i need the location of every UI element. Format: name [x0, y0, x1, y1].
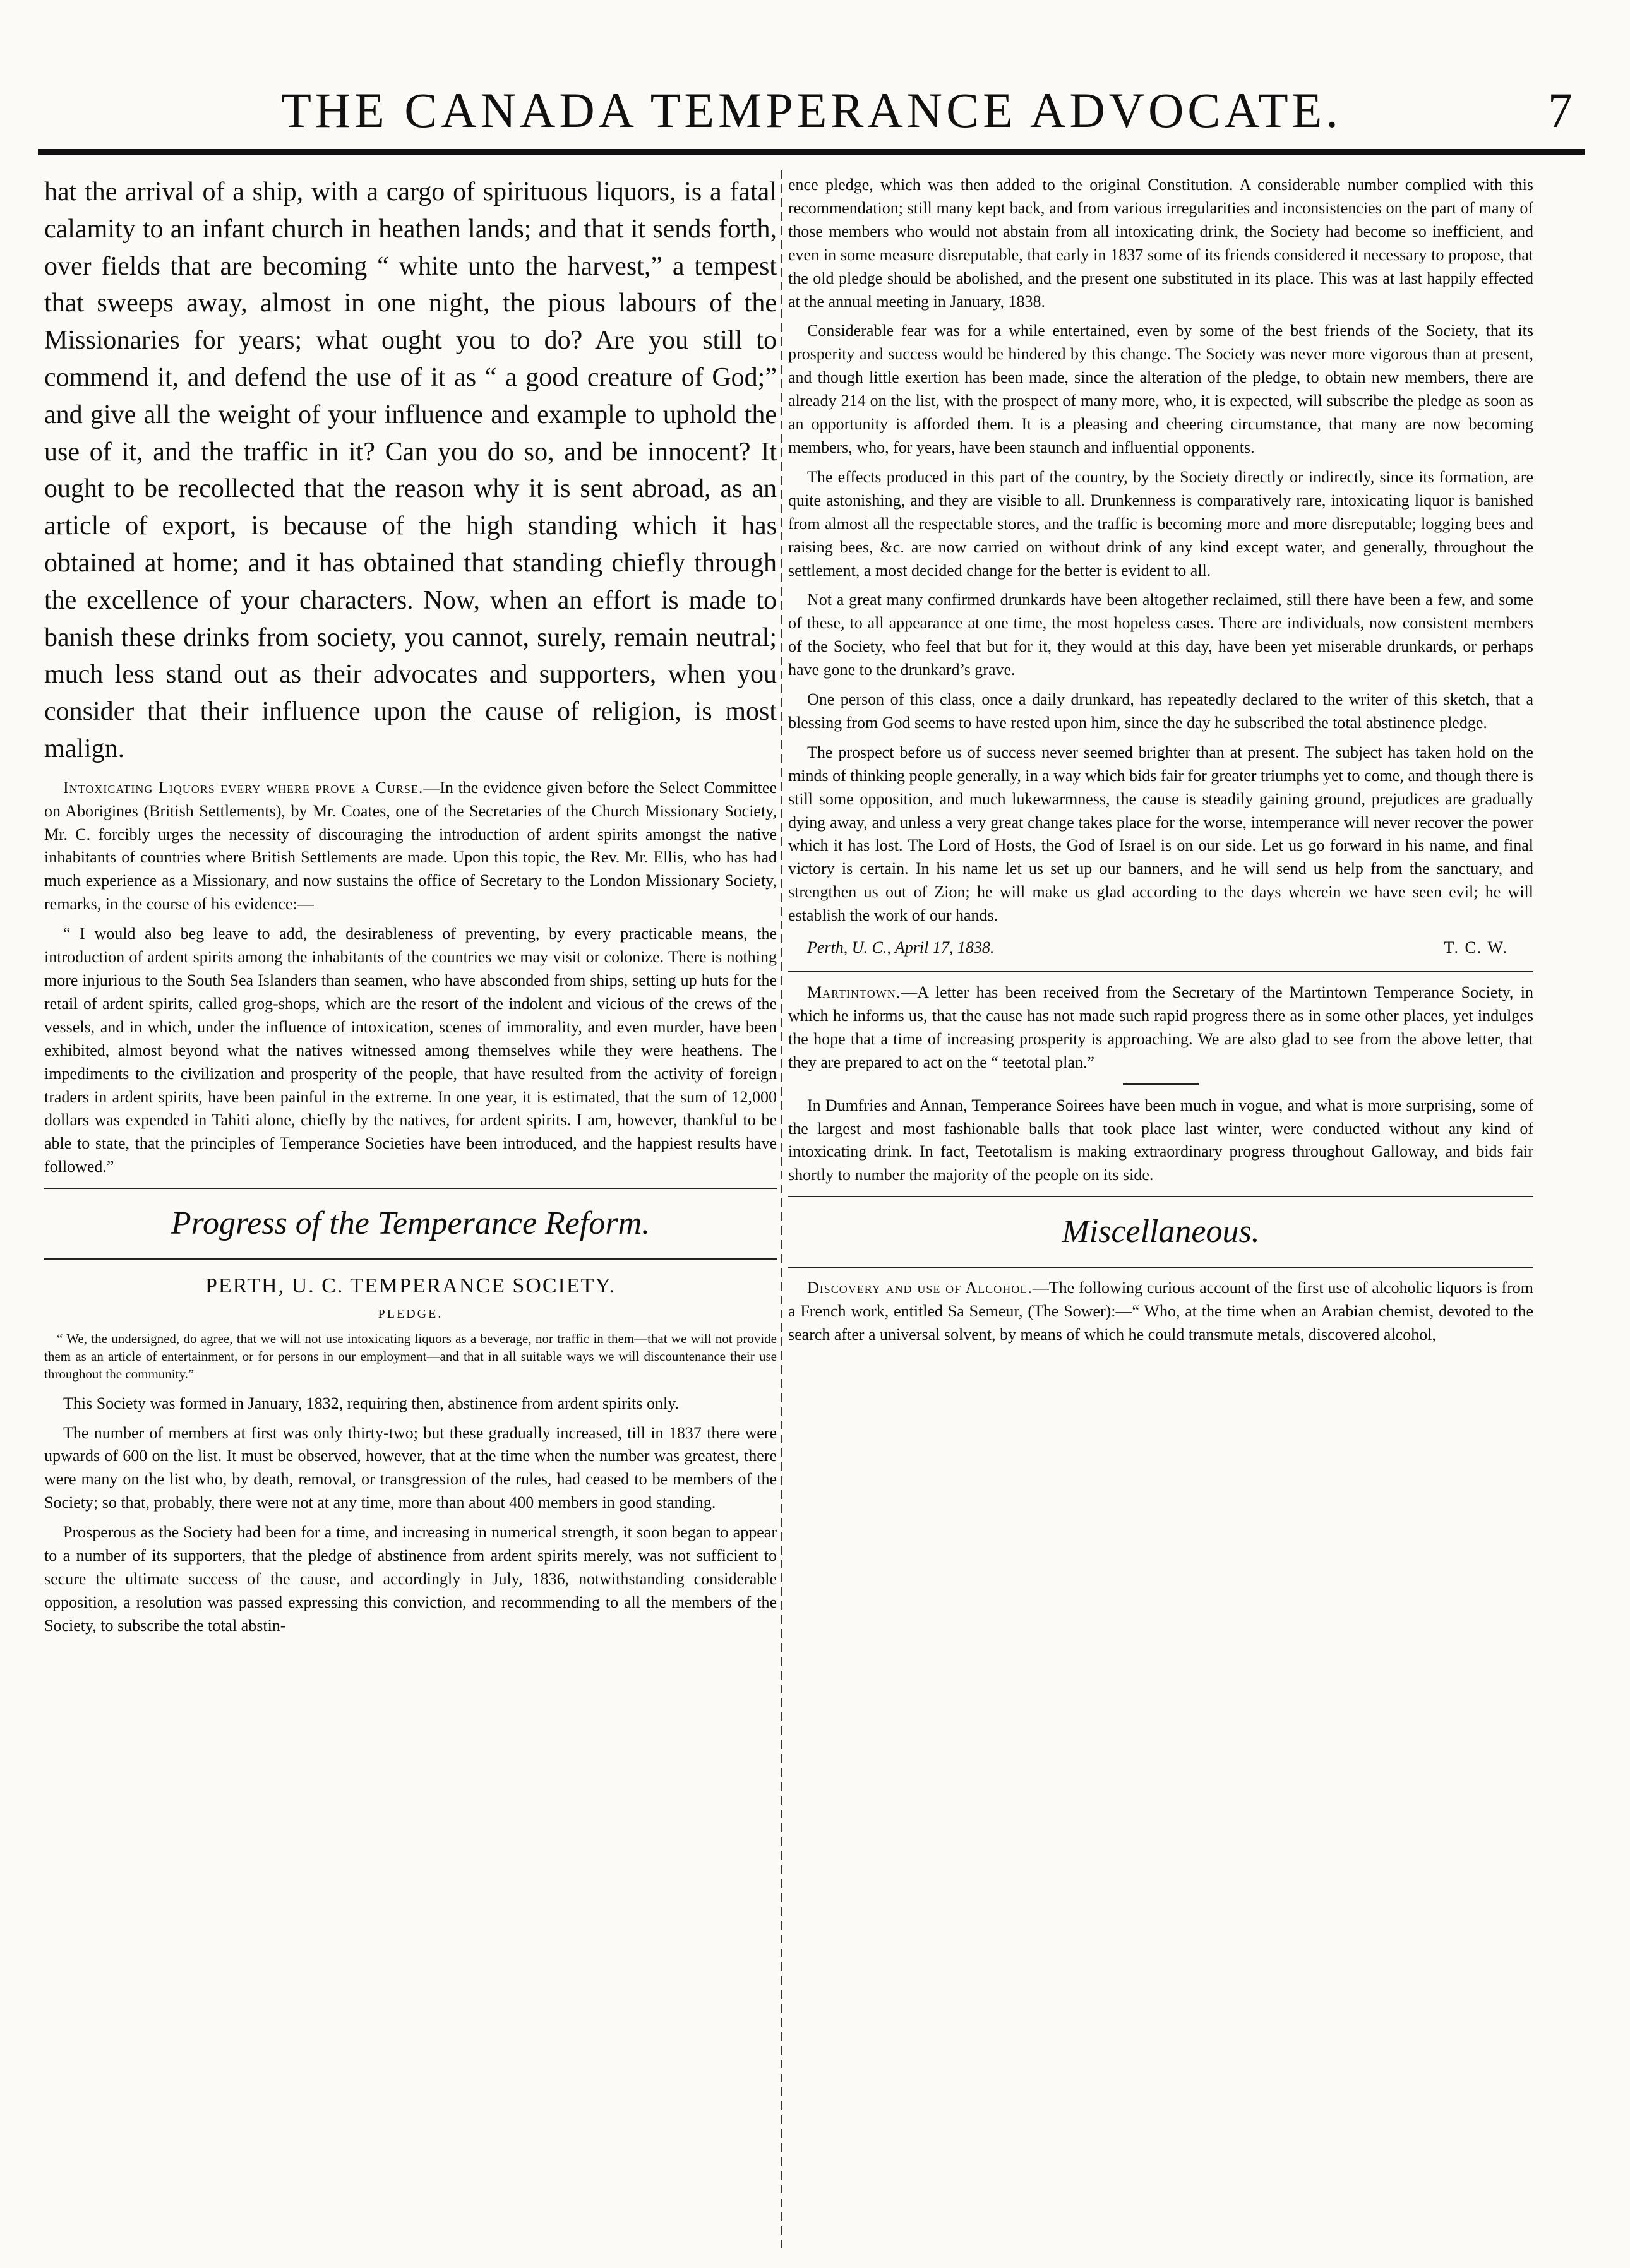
newspaper-title: THE CANADA TEMPERANCE ADVOCATE.	[281, 83, 1342, 138]
section-rule	[44, 1258, 777, 1260]
paragraph-fear: Considerable fear was for a while entertained, even by some of the best friends of the Society, that its prosperity and success would be hindered by this change. The Society was never more vigorous than at present, and though little exertion has been made, since the alteration of the pledge, to obtain new members, there are already 214 on the list, with the prospect of many more, who, it is expected, will subscribe the pledge as soon as an opportunity is afforded them. It is a pleasing and cheering circumstance, that many are now becoming members, who, for years, have been staunch and influential opponents.	[788, 321, 1533, 457]
martintown-heading: Martintown.	[807, 983, 901, 1001]
signature-initials: T. C. W.	[1444, 938, 1508, 957]
header-rule	[38, 149, 1585, 155]
paragraph-prospect: The prospect before us of success never seemed brighter than at present. The subject has taken hold on the minds of thinking people generally, in a way which bids fair for greater triumphs yet to come, and though there is still some opposition, and much lukewarmness, the cause is steadily gaining ground, prejudices are gradually dying away, and unless a very great change takes place for the worse, intemperance will never recover the power which it has lost. The Lord of Hosts, the God of Israel is on our side. Let us go forward in his name, and final victory is certain. In his name let us set up our banners, and he will send us help from the sanctuary, and strengthen us out of Zion; he will make us glad according to the days wherein we have seen evil; he will establish the work of our hands.	[788, 743, 1533, 925]
intoxicating-body: —In the evidence given before the Select Committee on Aborigines (British Settlements), by Mr. Coates, one of the Secretaries of the Church Missionary Society, Mr. C. forcibly urges the necessity of discouraging the introduction of ardent spirits amongst the native inhabitants of countries where British Settlements are made. Upon this topic, the Rev. Mr. Ellis, who has had much experience as a Missionary, and now sustains the office of Secretary to the London Missionary Society, remarks, in the course of his evidence:—	[44, 778, 777, 914]
paragraph-members: The number of members at first was only thirty-two; but these gradually increased, till in 1837 there were upwards of 600 on the list. It must be observed, however, that at the time when the number was greatest, there were many on the list who, by death, removal, or transgression of the rules, had ceased to be members of the Society; so that, probably, there were not at any time, more than about 400 members in good standing.	[44, 1423, 777, 1512]
section-rule	[788, 971, 1533, 972]
paragraph-continued: ence pledge, which was then added to the original Constitution. A considerable number complied with this recommendation; still many kept back, and from various irregularities and inconsistencies on the part of many of those members who would not abstain from all intoxicating drink, the Society had become so inefficient, and even in some measure disreputable, that early in 1837 some of its friends considered it necessary to propose, that the old pledge should be abolished, and the present one substituted in its place. This was at last happily effected at the annual meeting in January, 1838.	[788, 176, 1533, 311]
short-rule	[1123, 1083, 1199, 1085]
page-header	[38, 76, 1585, 145]
paragraph-drunkards: Not a great many confirmed drunkards have been altogether reclaimed, still there have been a few, and some of these, to all appearance at one time, the most hopeless cases. There are individuals, now consistent members of the Society, who feel that but for it, they would at this day, have been yet miserable drunkards, or perhaps have gone to the drunkard’s grave.	[788, 590, 1533, 679]
lead-paragraph: hat the arrival of a ship, with a cargo of spirituous liquors, is a fatal calamity to an infant church in heathen lands; and that it sends forth, over fields that are becoming “ white unto the harvest,” a tempest that sweeps away, almost in one night, the pious labours of the Missionaries for years; what ought you to do? Are you still to commend it, and defend the use of it as “ a good creature of God;” and give all the weight of your influence and example to uphold the use of it, and the traffic in it? Can you do so, and be innocent? It ought to be recollected that the reason why it is sent abroad, as an article of export, is because of the high standing which it has obtained at home; and it has obtained that standing chiefly through the excellence of your characters. Now, when an effort is made to banish these drinks from society, you cannot, surely, remain neutral; much less stand out as their advocates and supporters, when you consider that their influence upon the cause of religion, is most malign.	[44, 177, 777, 763]
dumfries-paragraph: In Dumfries and Annan, Temperance Soirees have been much in vogue, and what is more surprising, some of the largest and most fashionable balls that took place last winter, were conducted without any kind of intoxicating drink. In fact, Teetotalism is making extraordinary progress throughout Galloway, and bids fair shortly to number the majority of the people on its side.	[788, 1095, 1533, 1185]
discovery-body: —The following curious account of the first use of alcoholic liquors is from a French work, entitled Sa Semeur, (The Sower):—“ Who, at the time when an Arabian chemist, devoted to the search after a universal solvent, by means of which he could transmute metals, discovered alcohol,	[788, 1279, 1533, 1344]
section-rule	[788, 1196, 1533, 1197]
right-column	[788, 174, 1533, 1353]
paragraph-formed: This Society was formed in January, 1832, requiring then, abstinence from ardent spirits only.	[63, 1394, 680, 1412]
miscellaneous-section-title: Miscellaneous.	[1062, 1214, 1260, 1250]
signature-place-date: Perth, U. C., April 17, 1838.	[807, 938, 995, 957]
martintown-body: —A letter has been received from the Secretary of the Martintown Temperance Society, in which he informs us, that the cause has not made such rapid progress there as in some other places, yet indulges the hope that a time of increasing prosperity is approaching. We are also glad to see from the above letter, that they are prepared to act on the “ teetotal plan.”	[788, 983, 1533, 1071]
left-column	[44, 174, 777, 1644]
martintown-article	[788, 981, 1533, 1075]
intoxicating-article	[44, 777, 777, 916]
intoxicating-heading: Intoxicating Liquors every where prove a Curse.	[63, 778, 424, 797]
paragraph-effects: The effects produced in this part of the country, by the Society directly or indirectly, since its formation, are quite astonishing, and they are visible to all. Drunkenness is comparatively rare, intoxicating liquor is banished from almost all the respectable stores, and the traffic is becoming more and more disreputable; logging bees and raising bees, &c. are now carried on without drink of any kind except water, and generally, throughout the settlement, a most decided change for the better is evident to all.	[788, 467, 1533, 580]
discovery-heading: Discovery and use of Alcohol.	[807, 1279, 1033, 1298]
pledge-heading: PLEDGE.	[378, 1307, 443, 1322]
signature-line	[788, 934, 1533, 960]
discovery-article	[788, 1277, 1533, 1347]
column-divider	[781, 170, 782, 2248]
pledge-text: “ We, the undersigned, do agree, that we will not use intoxicating liquors as a beverage, nor traffic in them—that we will not provide them as an article of entertainment, or for persons in our employment—and that in all suitable ways we will discountenance their use throughout the community.”	[44, 1330, 777, 1382]
progress-section-title: Progress of the Temperance Reform.	[171, 1205, 650, 1242]
section-rule	[44, 1188, 777, 1189]
ellis-quote: “ I would also beg leave to add, the desirableness of preventing, by every practicable means, the introduction of ardent spirits among the inhabitants of the countries we may visit or colonize. There is nothing more injurious to the South Sea Islanders than seamen, who have absconded from ships, setting up huts for the retail of ardent spirits, called grog-shops, which are the resort of the indolent and vicious of the crews of the vessels, and in which, under the influence of intoxication, scenes of immorality, and even murder, have been exhibited, almost beyond what the natives witnessed among themselves while they were heathens. The impediments to the civilization and prosperity of the people, that have resulted from the activity of foreign traders in ardent spirits, have been painful in the extreme. In one year, it is estimated, that the sum of 12,000 dollars was expended in Tahiti alone, chiefly by the natives, for ardent spirits. I am, however, thankful to be able to state, that the principles of Temperance Societies have been introduced, and the happiest results have followed.”	[44, 924, 777, 1176]
paragraph-one-person: One person of this class, once a daily drunkard, has repeatedly declared to the writer of this sketch, that a blessing from God seems to have rested upon him, since the day he subscribed the total abstinence pledge.	[788, 690, 1533, 732]
paragraph-prosperous: Prosperous as the Society had been for a time, and increasing in numerical strength, it soon began to appear to a number of its supporters, that the pledge of abstinence from ardent spirits merely, was not sufficient to secure the ultimate success of the cause, and accordingly in July, 1836, notwithstanding considerable opposition, a resolution was passed expressing this conviction, and recommending to all the members of the Society, to subscribe the total abstin-	[44, 1523, 777, 1635]
section-rule	[788, 1267, 1533, 1268]
society-title: PERTH, U. C. TEMPERANCE SOCIETY.	[205, 1274, 616, 1298]
page-number: 7	[1548, 83, 1573, 138]
